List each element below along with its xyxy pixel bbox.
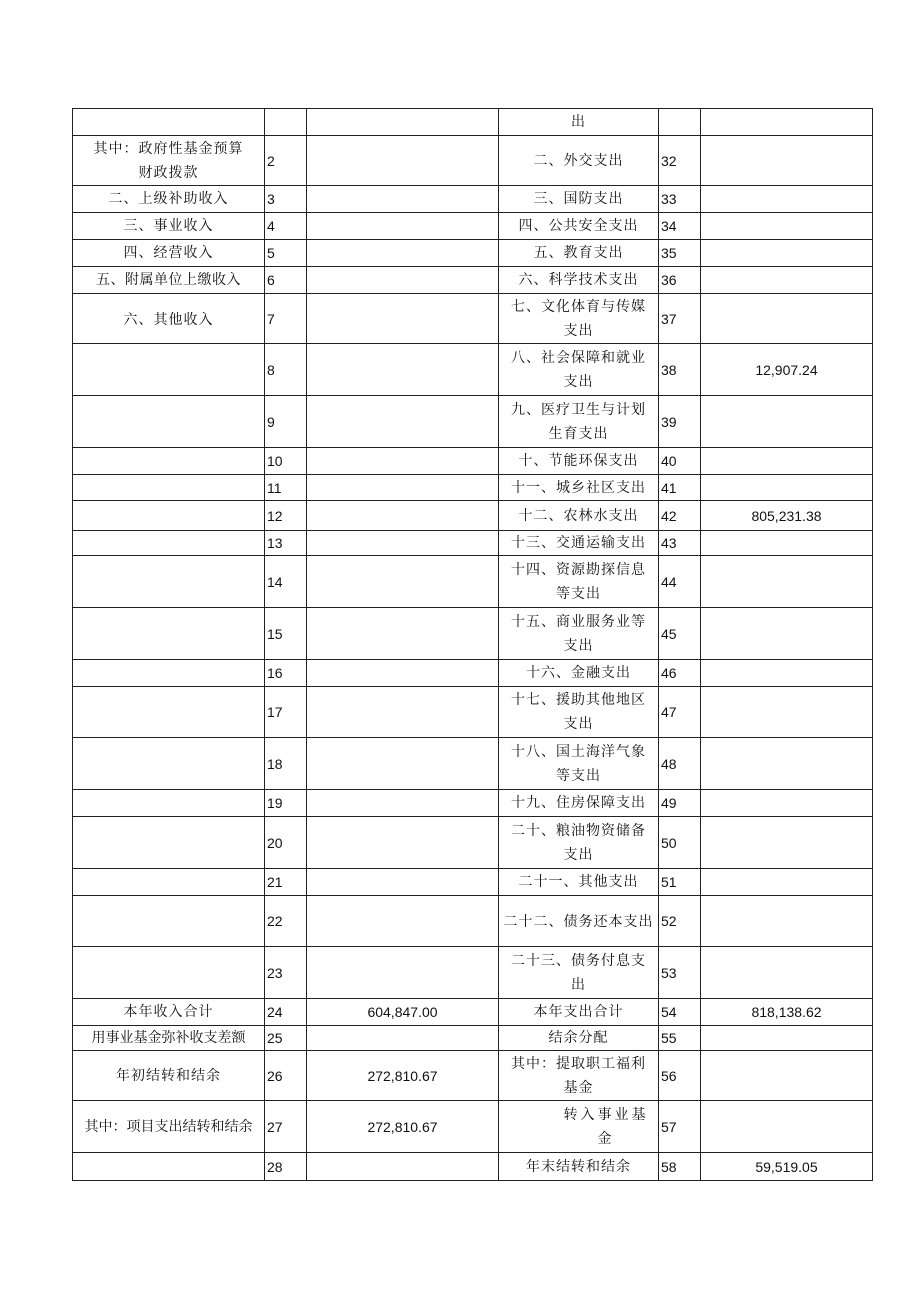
income-item bbox=[73, 475, 265, 501]
expense-item: 十五、商业服务业等支出 bbox=[511, 613, 646, 654]
income-item bbox=[73, 660, 265, 687]
income-item bbox=[73, 947, 265, 999]
income-amount bbox=[307, 531, 499, 556]
expense-item: 五、教育支出 bbox=[499, 240, 659, 267]
row-number bbox=[659, 109, 701, 136]
expense-item: 八、社会保障和就业支出 bbox=[511, 349, 646, 390]
expense-amount bbox=[701, 109, 873, 136]
row-number: 25 bbox=[265, 1026, 307, 1051]
income-item bbox=[73, 790, 265, 817]
row-number: 23 bbox=[265, 947, 307, 999]
expense-amount bbox=[701, 1051, 873, 1101]
row-number: 17 bbox=[265, 687, 307, 738]
row-number: 8 bbox=[265, 344, 307, 396]
income-amount bbox=[307, 344, 499, 396]
income-item bbox=[73, 396, 265, 448]
expense-item: 十、节能环保支出 bbox=[499, 448, 659, 475]
expense-item: 二十三、债务付息支出 bbox=[511, 952, 646, 993]
table-row bbox=[73, 660, 873, 687]
income-amount: 272,810.67 bbox=[307, 1051, 499, 1101]
expense-amount: 805,231.38 bbox=[701, 501, 873, 531]
income-item bbox=[73, 738, 265, 790]
income-amount bbox=[307, 660, 499, 687]
row-number: 37 bbox=[659, 294, 701, 344]
row-number: 34 bbox=[659, 213, 701, 240]
table-row bbox=[73, 294, 873, 344]
row-number: 57 bbox=[659, 1101, 701, 1153]
expense-amount bbox=[701, 136, 873, 186]
expense-item: 年末结转和结余 bbox=[499, 1153, 659, 1181]
table-row bbox=[73, 817, 873, 869]
row-number: 51 bbox=[659, 869, 701, 896]
row-number: 43 bbox=[659, 531, 701, 556]
expense-amount bbox=[701, 1026, 873, 1051]
table-row bbox=[73, 947, 873, 999]
income-item bbox=[73, 448, 265, 475]
row-number: 50 bbox=[659, 817, 701, 869]
row-number: 4 bbox=[265, 213, 307, 240]
income-item: 用事业基金弥补收支差额 bbox=[73, 1026, 265, 1051]
income-item bbox=[73, 608, 265, 660]
row-number: 2 bbox=[265, 136, 307, 186]
expense-item: 二、外交支出 bbox=[499, 136, 659, 186]
income-amount bbox=[307, 896, 499, 947]
income-item: 其中：政府性基金预算财政拨款 bbox=[93, 140, 244, 181]
expense-amount bbox=[701, 531, 873, 556]
expense-item: 本年支出合计 bbox=[499, 999, 659, 1026]
expense-item: 二十、粮油物资储备支出 bbox=[511, 822, 646, 863]
income-item bbox=[73, 344, 265, 396]
expense-item: 转入事业基金 bbox=[563, 1106, 649, 1147]
income-amount bbox=[307, 186, 499, 213]
row-number: 7 bbox=[265, 294, 307, 344]
row-number: 21 bbox=[265, 869, 307, 896]
table-row bbox=[73, 213, 873, 240]
table-row bbox=[73, 344, 873, 396]
row-number: 52 bbox=[659, 896, 701, 947]
income-amount bbox=[307, 294, 499, 344]
income-item: 六、其他收入 bbox=[73, 294, 265, 344]
income-amount bbox=[307, 1153, 499, 1181]
income-amount bbox=[307, 556, 499, 608]
income-amount bbox=[307, 1026, 499, 1051]
income-item bbox=[73, 687, 265, 738]
row-number: 38 bbox=[659, 344, 701, 396]
income-item bbox=[73, 109, 265, 136]
income-expenditure-table bbox=[72, 108, 873, 1181]
row-number: 45 bbox=[659, 608, 701, 660]
income-amount bbox=[307, 687, 499, 738]
income-item bbox=[73, 896, 265, 947]
income-item: 本年收入合计 bbox=[73, 999, 265, 1026]
income-item: 三、事业收入 bbox=[73, 213, 265, 240]
income-item: 四、经营收入 bbox=[73, 240, 265, 267]
expense-item: 十四、资源勘探信息等支出 bbox=[511, 561, 646, 602]
row-number: 11 bbox=[265, 475, 307, 501]
row-number: 40 bbox=[659, 448, 701, 475]
expense-item: 其中：提取职工福利基金 bbox=[511, 1055, 646, 1096]
table-row bbox=[73, 608, 873, 660]
table-row bbox=[73, 448, 873, 475]
expense-item: 十六、金融支出 bbox=[499, 660, 659, 687]
income-amount bbox=[307, 869, 499, 896]
expense-item: 三、国防支出 bbox=[499, 186, 659, 213]
expense-amount bbox=[701, 660, 873, 687]
income-amount bbox=[307, 213, 499, 240]
income-item: 二、上级补助收入 bbox=[73, 186, 265, 213]
table-row bbox=[73, 687, 873, 738]
row-number: 13 bbox=[265, 531, 307, 556]
row-number: 27 bbox=[265, 1101, 307, 1153]
expense-amount: 818,138.62 bbox=[701, 999, 873, 1026]
table-row bbox=[73, 501, 873, 531]
income-amount bbox=[307, 136, 499, 186]
expense-item: 十二、农林水支出 bbox=[499, 501, 659, 531]
expense-amount bbox=[701, 1101, 873, 1153]
table-row bbox=[73, 1051, 873, 1101]
expense-item: 十八、国土海洋气象等支出 bbox=[511, 743, 646, 784]
table-row bbox=[73, 999, 873, 1026]
table-row bbox=[73, 1101, 873, 1153]
table-row bbox=[73, 556, 873, 608]
table-row bbox=[73, 790, 873, 817]
row-number: 33 bbox=[659, 186, 701, 213]
table-row bbox=[73, 896, 873, 947]
row-number: 20 bbox=[265, 817, 307, 869]
expense-amount bbox=[701, 294, 873, 344]
table-row bbox=[73, 869, 873, 896]
expense-item: 十一、城乡社区支出 bbox=[499, 475, 659, 501]
income-item: 年初结转和结余 bbox=[73, 1051, 265, 1101]
row-number: 53 bbox=[659, 947, 701, 999]
row-number: 58 bbox=[659, 1153, 701, 1181]
expense-amount bbox=[701, 817, 873, 869]
income-item bbox=[73, 1153, 265, 1181]
expense-item: 二十二、债务还本支出 bbox=[499, 896, 659, 947]
expense-amount bbox=[701, 448, 873, 475]
table-row bbox=[73, 1153, 873, 1181]
table-row bbox=[73, 136, 873, 186]
row-number: 44 bbox=[659, 556, 701, 608]
row-number: 48 bbox=[659, 738, 701, 790]
expense-item: 六、科学技术支出 bbox=[499, 267, 659, 294]
expense-amount bbox=[701, 556, 873, 608]
expense-amount bbox=[701, 213, 873, 240]
expense-item: 九、医疗卫生与计划生育支出 bbox=[511, 401, 646, 442]
row-number: 35 bbox=[659, 240, 701, 267]
row-number: 10 bbox=[265, 448, 307, 475]
income-item bbox=[73, 556, 265, 608]
expense-amount bbox=[701, 947, 873, 999]
row-number: 3 bbox=[265, 186, 307, 213]
row-number: 49 bbox=[659, 790, 701, 817]
table-row bbox=[73, 738, 873, 790]
row-number: 5 bbox=[265, 240, 307, 267]
table-row bbox=[73, 267, 873, 294]
row-number: 16 bbox=[265, 660, 307, 687]
row-number: 12 bbox=[265, 501, 307, 531]
income-amount: 604,847.00 bbox=[307, 999, 499, 1026]
income-amount bbox=[307, 109, 499, 136]
row-number: 41 bbox=[659, 475, 701, 501]
expense-amount bbox=[701, 608, 873, 660]
income-item: 其中：项目支出结转和结余 bbox=[73, 1101, 265, 1153]
expense-item: 七、文化体育与传媒支出 bbox=[511, 298, 646, 339]
row-number: 39 bbox=[659, 396, 701, 448]
row-number: 18 bbox=[265, 738, 307, 790]
row-number: 46 bbox=[659, 660, 701, 687]
income-amount bbox=[307, 501, 499, 531]
row-number: 42 bbox=[659, 501, 701, 531]
expense-amount bbox=[701, 790, 873, 817]
row-number: 32 bbox=[659, 136, 701, 186]
row-number: 9 bbox=[265, 396, 307, 448]
table-row bbox=[73, 186, 873, 213]
expense-item: 十九、住房保障支出 bbox=[499, 790, 659, 817]
income-amount: 272,810.67 bbox=[307, 1101, 499, 1153]
row-number: 14 bbox=[265, 556, 307, 608]
row-number: 22 bbox=[265, 896, 307, 947]
income-amount bbox=[307, 608, 499, 660]
table-row bbox=[73, 475, 873, 501]
row-number: 19 bbox=[265, 790, 307, 817]
expense-amount bbox=[701, 186, 873, 213]
row-number: 56 bbox=[659, 1051, 701, 1101]
row-number: 47 bbox=[659, 687, 701, 738]
row-number: 15 bbox=[265, 608, 307, 660]
expense-item: 四、公共安全支出 bbox=[499, 213, 659, 240]
table-row bbox=[73, 396, 873, 448]
income-item bbox=[73, 869, 265, 896]
income-item: 五、附属单位上缴收入 bbox=[73, 267, 265, 294]
row-number: 6 bbox=[265, 267, 307, 294]
income-amount bbox=[307, 790, 499, 817]
row-number: 55 bbox=[659, 1026, 701, 1051]
expense-amount: 59,519.05 bbox=[701, 1153, 873, 1181]
expense-amount bbox=[701, 475, 873, 501]
expense-item: 结余分配 bbox=[499, 1026, 659, 1051]
expense-item: 二十一、其他支出 bbox=[499, 869, 659, 896]
expense-item: 十七、援助其他地区支出 bbox=[511, 692, 646, 732]
row-number: 24 bbox=[265, 999, 307, 1026]
income-amount bbox=[307, 738, 499, 790]
row-number: 54 bbox=[659, 999, 701, 1026]
expense-amount bbox=[701, 869, 873, 896]
expense-amount bbox=[701, 738, 873, 790]
income-amount bbox=[307, 947, 499, 999]
row-number: 36 bbox=[659, 267, 701, 294]
income-item bbox=[73, 501, 265, 531]
expense-amount bbox=[701, 896, 873, 947]
row-number: 26 bbox=[265, 1051, 307, 1101]
expense-amount bbox=[701, 396, 873, 448]
table-row bbox=[73, 109, 873, 136]
expense-amount: 12,907.24 bbox=[701, 344, 873, 396]
income-amount bbox=[307, 267, 499, 294]
income-amount bbox=[307, 396, 499, 448]
row-number: 28 bbox=[265, 1153, 307, 1181]
expense-amount bbox=[701, 687, 873, 738]
expense-amount bbox=[701, 267, 873, 294]
income-amount bbox=[307, 817, 499, 869]
income-amount bbox=[307, 448, 499, 475]
income-item bbox=[73, 817, 265, 869]
income-amount bbox=[307, 475, 499, 501]
income-amount bbox=[307, 240, 499, 267]
expense-item: 十三、交通运输支出 bbox=[499, 531, 659, 556]
table-row bbox=[73, 531, 873, 556]
row-number bbox=[265, 109, 307, 136]
table-row bbox=[73, 1026, 873, 1051]
income-item bbox=[73, 531, 265, 556]
expense-item: 出 bbox=[499, 109, 659, 136]
expense-amount bbox=[701, 240, 873, 267]
table-row bbox=[73, 240, 873, 267]
